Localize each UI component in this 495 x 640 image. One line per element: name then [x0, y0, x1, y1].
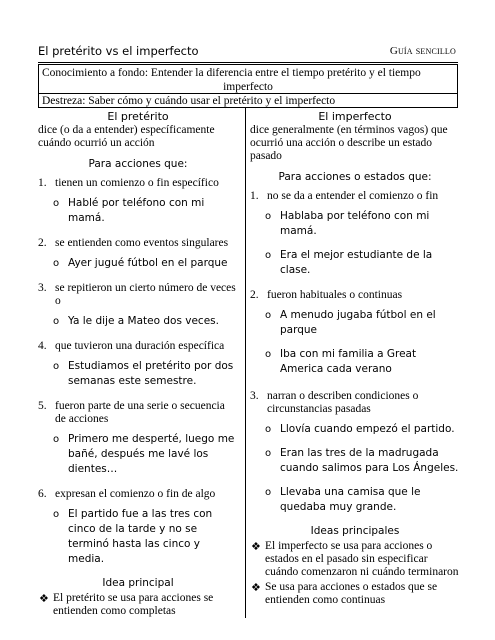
item-text: se entienden como eventos singulares [55, 237, 229, 249]
preterito-column [38, 110, 238, 618]
item-text: narran o describen condiciones o circunstancias pasadas [267, 390, 419, 415]
list-item [250, 289, 460, 302]
hollow-circle-bullet-icon: o [265, 250, 272, 261]
hollow-circle-bullet-icon: o [53, 361, 60, 372]
knowledge-objective-line2: imperfecto [223, 81, 273, 93]
list-item [38, 177, 238, 190]
item-number: 4. [38, 340, 47, 352]
list-item [250, 190, 460, 203]
knowledge-objective-line1: Conocimiento a fondo: Entender la diferencia entre el tiempo pretérito y el tiempo [42, 67, 421, 79]
example-text: Ya le dije a Mateo dos veces. [68, 315, 219, 327]
example-text: Estudiamos el pretérito por dos semanas este semestre. [68, 360, 234, 387]
list-item [38, 488, 238, 501]
preterito-heading: El pretérito [107, 110, 169, 123]
hollow-circle-bullet-icon: o [53, 434, 60, 445]
imperfecto-heading: El imperfecto [318, 110, 392, 123]
example [38, 359, 238, 389]
preterito-section-heading: Para acciones que: [88, 158, 188, 170]
hollow-circle-bullet-icon: o [265, 349, 272, 360]
hollow-circle-bullet-icon: o [265, 310, 272, 321]
item-number: 2. [250, 289, 259, 301]
imperfecto-section-heading: Para acciones o estados que: [278, 171, 432, 183]
hollow-circle-bullet-icon: o [53, 198, 60, 209]
item-number: 5. [38, 400, 47, 412]
item-text: se repitieron un cierto número de veces o [55, 282, 236, 307]
list-item [38, 400, 238, 426]
idea-item [250, 581, 460, 607]
hollow-circle-bullet-icon: o [265, 487, 272, 498]
item-text: expresan el comienzo o fin de algo [55, 488, 216, 500]
list-item [38, 237, 238, 250]
preterito-idea-heading: Idea principal [102, 577, 174, 589]
example-text: Primero me desperté, luego me bañé, después me lavé los dientes… [68, 433, 235, 475]
example-text: Eran las tres de la madrugada cuando salimos para Los Ángeles. [280, 447, 459, 474]
idea-text: El imperfecto se usa para acciones o estados en el pasado sin especificar cuándo comenzaron ni cuándo terminaron [265, 540, 459, 578]
item-number: 1. [38, 177, 47, 189]
idea-item [38, 592, 238, 618]
column-divider [245, 108, 246, 618]
item-text: fueron parte de una serie o secuencia de acciones [55, 400, 225, 425]
item-text: no se da a entender el comienzo o fin [267, 190, 439, 202]
hollow-circle-bullet-icon: o [265, 424, 272, 435]
idea-text: El pretérito se usa para acciones se entienden como completas [53, 592, 214, 617]
imperfecto-idea-heading: Ideas principales [310, 525, 400, 537]
example [250, 209, 460, 239]
preterito-definition: dice (o da a entender) específicamente cuándo ocurrió un acción [38, 124, 215, 149]
idea-text: Se usa para acciones o estados que se entienden como continuas [265, 581, 438, 606]
page-title: El pretérito vs el imperfecto [38, 44, 199, 58]
example-text: Llovía cuando empezó el partido. [280, 423, 455, 435]
four-diamond-bullet-icon: ❖ [251, 540, 261, 553]
item-text: que tuvieron una duración específica [55, 340, 225, 352]
item-number: 2. [38, 237, 47, 249]
example-text: Hablé por teléfono con mi mamá. [68, 197, 205, 224]
imperfecto-column [250, 110, 460, 607]
example-text: Era el mejor estudiante de la clase. [280, 249, 433, 276]
item-number: 3. [38, 282, 47, 294]
hollow-circle-bullet-icon: o [53, 316, 60, 327]
list-item [38, 282, 238, 308]
example [38, 432, 238, 477]
level-badge: Guía sencillo [389, 45, 456, 57]
example [250, 485, 460, 515]
example-text: Iba con mi familia a Great America cada verano [280, 348, 417, 375]
example [38, 196, 238, 226]
example [38, 256, 238, 271]
hollow-circle-bullet-icon: o [265, 448, 272, 459]
example [250, 422, 460, 437]
hollow-circle-bullet-icon: o [53, 509, 60, 520]
skill-objective [38, 93, 458, 108]
example [250, 308, 460, 338]
item-text: tienen un comienzo o fin específico [55, 177, 219, 189]
four-diamond-bullet-icon: ❖ [251, 581, 261, 594]
item-number: 1. [250, 190, 259, 202]
hollow-circle-bullet-icon: o [53, 258, 60, 269]
imperfecto-definition: dice generalmente (en términos vagos) que ocurrió una acción o describe un estado pasado [250, 124, 448, 162]
page-header [38, 44, 458, 63]
example [38, 314, 238, 329]
item-number: 3. [250, 390, 259, 402]
list-item [38, 340, 238, 353]
knowledge-objective [38, 64, 458, 94]
example [250, 248, 460, 278]
idea-item [250, 540, 460, 579]
item-number: 6. [38, 488, 47, 500]
example-text: El partido fue a las tres con cinco de la tarde y no se terminó hasta las cinco y media. [68, 508, 213, 565]
hollow-circle-bullet-icon: o [265, 211, 272, 222]
example-text: Hablaba por teléfono con mi mamá. [280, 210, 430, 237]
list-item [250, 390, 460, 416]
four-diamond-bullet-icon: ❖ [39, 592, 49, 605]
skill-objective-text: Destreza: Saber cómo y cuándo usar el pretérito y el imperfecto [42, 95, 336, 107]
item-text: fueron habituales o continuas [267, 289, 403, 301]
example [250, 446, 460, 476]
example [250, 347, 460, 377]
example-text: Llevaba una camisa que le quedaba muy grande. [280, 486, 421, 513]
example [38, 507, 238, 567]
example-text: A menudo jugaba fútbol en el parque [280, 309, 436, 336]
example-text: Ayer jugué fútbol en el parque [68, 257, 228, 269]
